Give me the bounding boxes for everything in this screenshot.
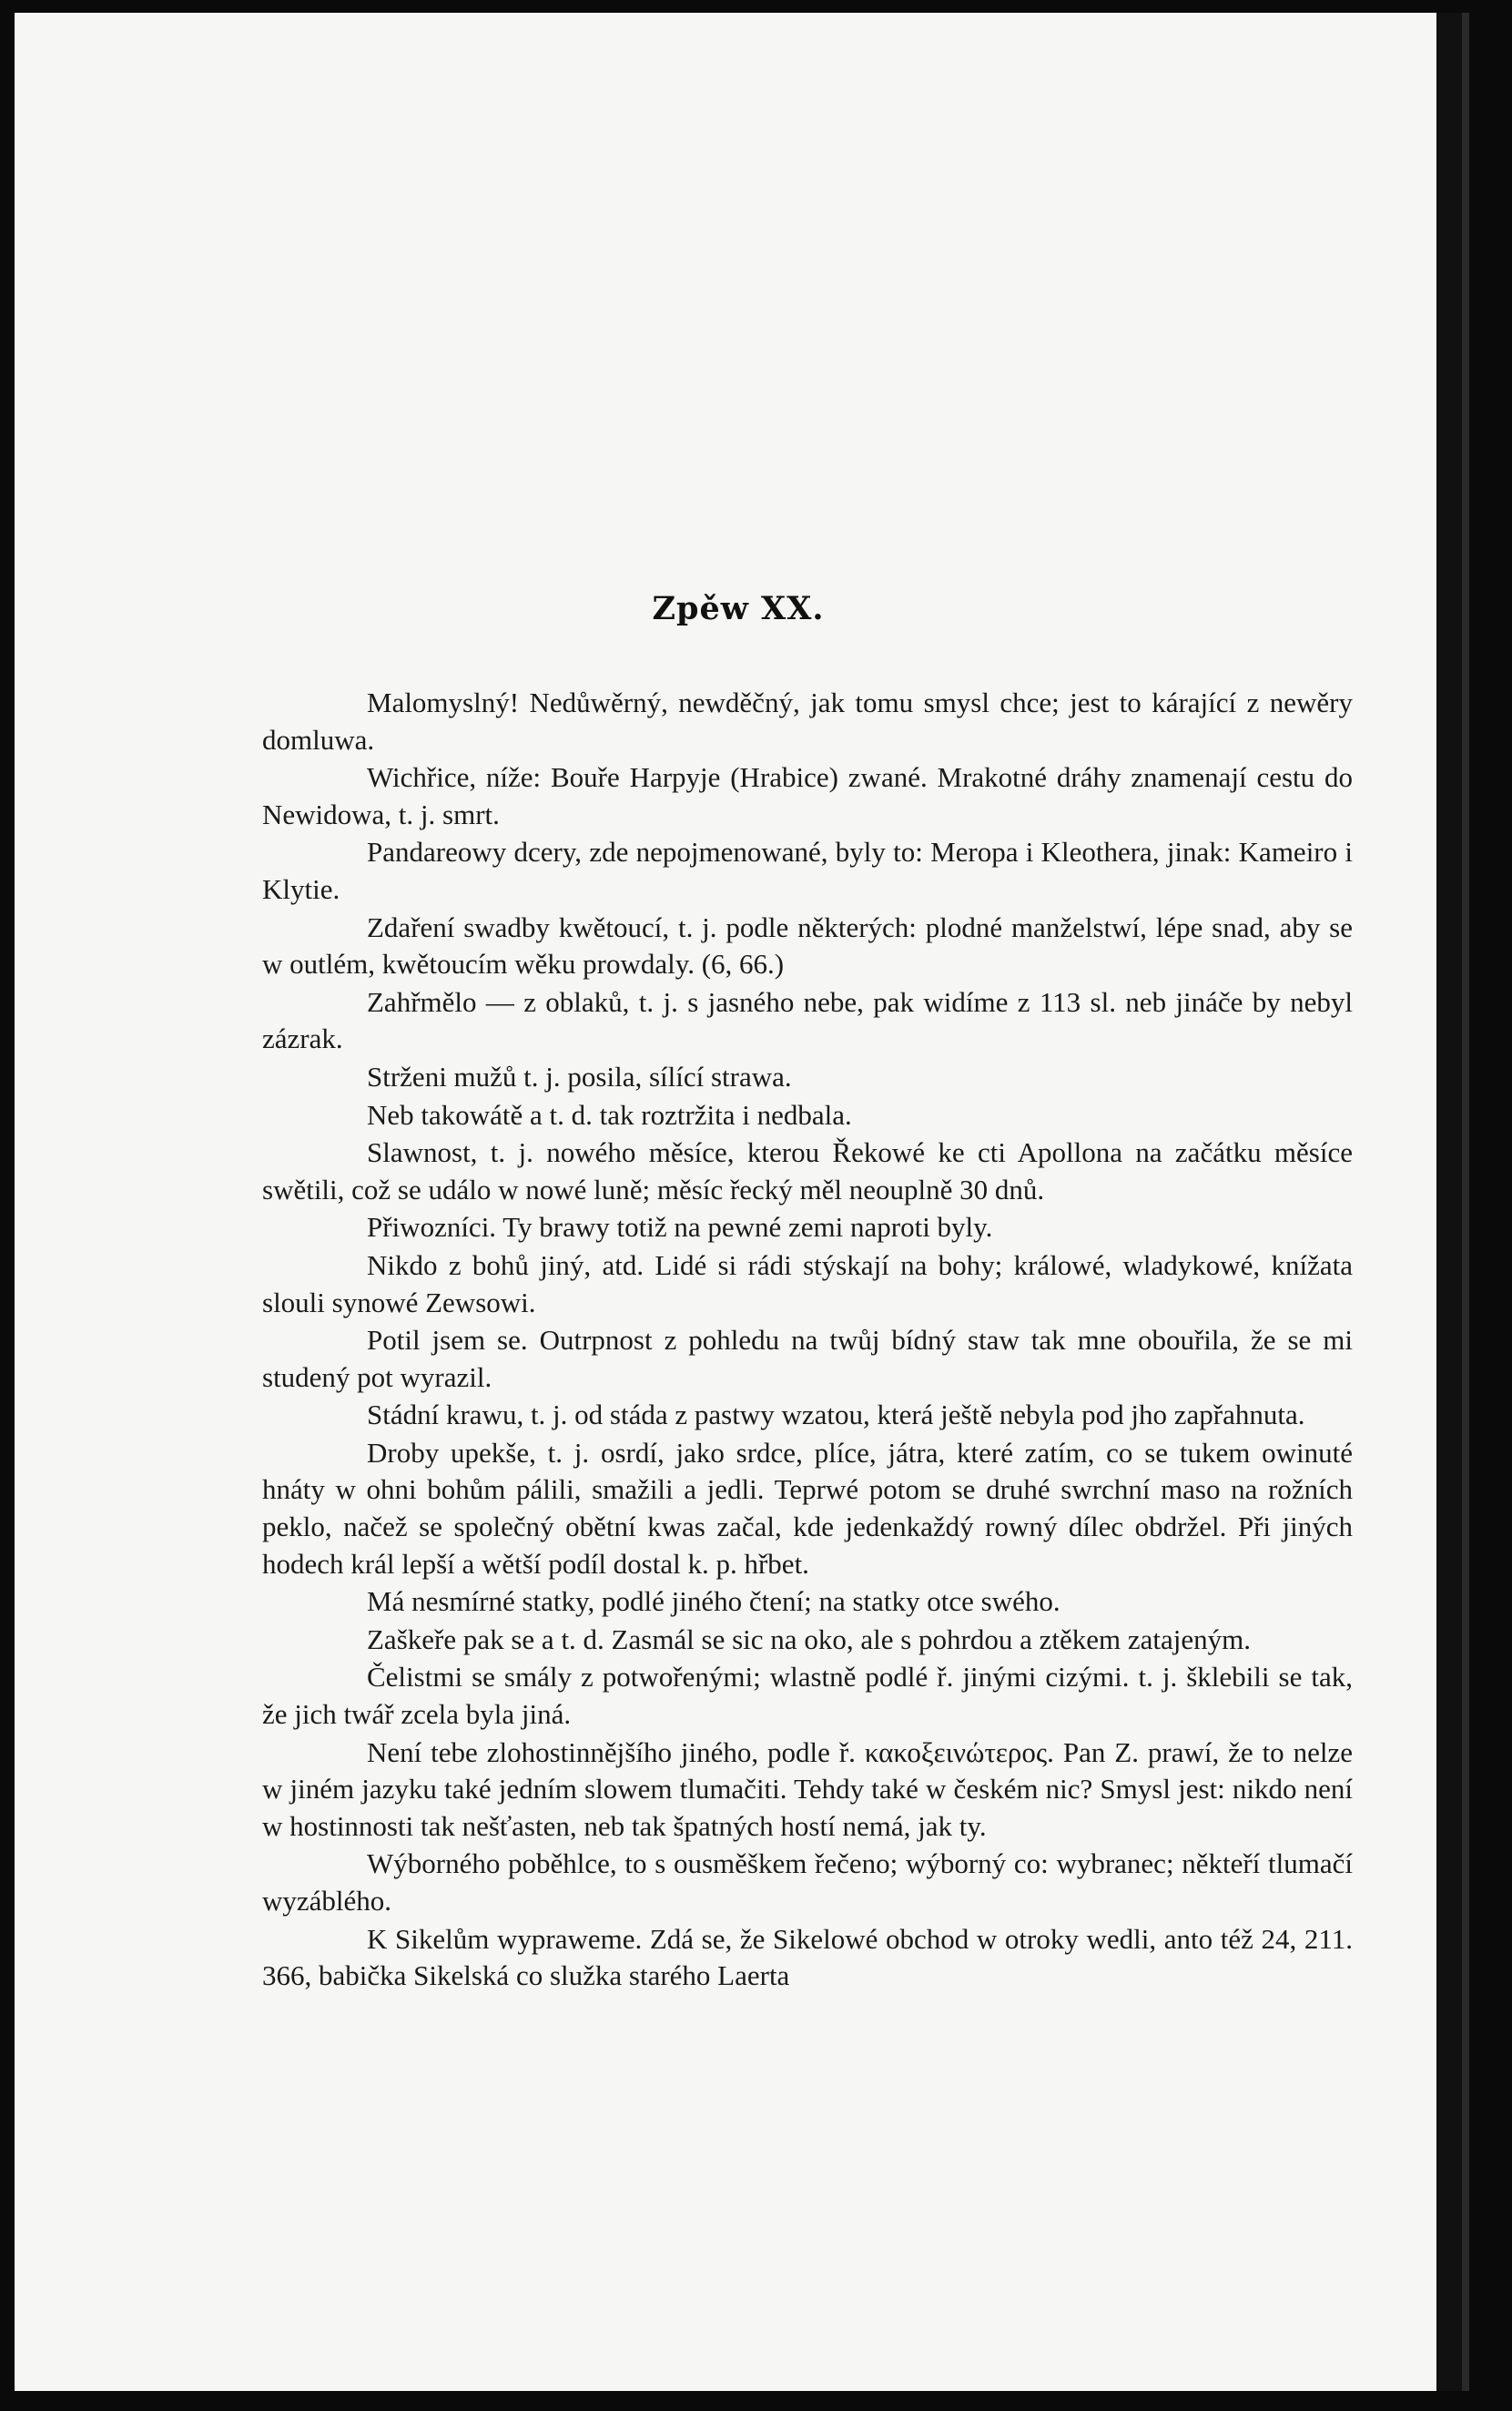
note-paragraph: Wýborného poběhlce, to s ousměškem řečeno; wýborný co: wybranec; někteří tlumačí wyzáblého. [262,1847,1353,1917]
chapter-heading: Zpěw XX. [652,590,825,627]
note-paragraph: Neb takowátě a t. d. tak roztržita i nedbala. [367,1098,852,1131]
note-paragraph: Slawnost, t. j. nowého měsíce, kterou Řekowé ke cti Apollona na začátku měsíce swětili, což se událo w nowé luně; měsíc řecký měl neouplně 30 dnů. [262,1136,1353,1206]
note-paragraph: Přiwozníci. Ty brawy totiž na pewné zemi naproti byly. [367,1211,993,1244]
note-paragraph: Není tebe zlohostinnějšího jiného, podle ř. κακοξεινώτερος. Pan Z. prawí, že to nelze w jiném jazyku také jedním slowem tlumačiti. Tehdy také w českém nic? Smysl jest: nikdo není w hostinnosti tak nešťasten, neb tak špatných hostí nemá, jak ty. [262,1735,1353,1842]
note-paragraph: Nikdo z bohů jiný, atd. Lidé si rádi stýskají na bohy; králowé, wladykowé, knížata slouli synowé Zewsowi. [262,1248,1353,1318]
note-paragraph: Zdaření swadby kwětoucí, t. j. podle některých: plodné manželstwí, lépe snad, aby se w outlém, kwětoucím wěku prowdaly. (6, 66.) [262,910,1353,981]
note-paragraph: Potil jsem se. Outrpnost z pohledu na twůj bídný staw tak mne obouřila, že se mi studený pot wyrazil. [262,1324,1353,1393]
note-paragraph: Pandareowy dcery, zde nepojmenowané, byly to: Meropa i Kleothera, jinak: Kameiro i Klytie. [262,836,1353,905]
note-paragraph: Má nesmírné statky, podlé jiného čtení; na statky otce swého. [367,1585,1060,1618]
note-paragraph: Droby upekše, t. j. osrdí, jako srdce, plíce, játra, které zatím, co se tukem owinuté hnáty w ohni bohům pálili, smažili a jedli. Teprwé potom se druhé swrchní maso na rožních peklo, načež se společný obětní kwas začal, kde jedenkaždý rowný dílec obdržel. Při jiných hodech král lepší a wětší podíl dostal k. p. hřbet. [262,1436,1353,1580]
book-page [15,13,1469,2391]
note-paragraph: Wichřice, níže: Bouře Harpyje (Hrabice) zwané. Mrakotné dráhy znamenají cestu do Newidowa, t. j. smrt. [262,761,1353,830]
note-paragraph: Zaškeře pak se a t. d. Zasmál se sic na oko, ale s pohrdou a ztěkem zatajeným. [367,1623,1251,1655]
note-paragraph: Stádní krawu, t. j. od stáda z pastwy wzatou, která ještě nebyla pod jho zapřahnuta. [367,1399,1305,1431]
note-paragraph: Zahřmělo — z oblaků, t. j. s jasného nebe, pak widíme z 113 sl. neb jináče by nebyl zázrak. [262,985,1353,1055]
note-paragraph: Strženi mužů t. j. posila, sílící strawa. [367,1060,792,1093]
note-paragraph: Malomyslný! Nedůwěrný, newděčný, jak tomu smysl chce; jest to kárající z newěry domluwa. [262,687,1353,756]
page-edge [1436,13,1462,2391]
notes-body [262,685,1353,1996]
note-paragraph: Čelistmi se smály z potwořenými; wlastně podlé ř. jinými cizými. t. j. šklebili se tak, že jich twář zcela byla jiná. [262,1661,1353,1731]
note-paragraph: K Sikelům wypraweme. Zdá se, že Sikelowé obchod w otroky wedli, anto též 24, 211. 366, babička Sikelská co služka starého Laerta [262,1922,1353,1992]
